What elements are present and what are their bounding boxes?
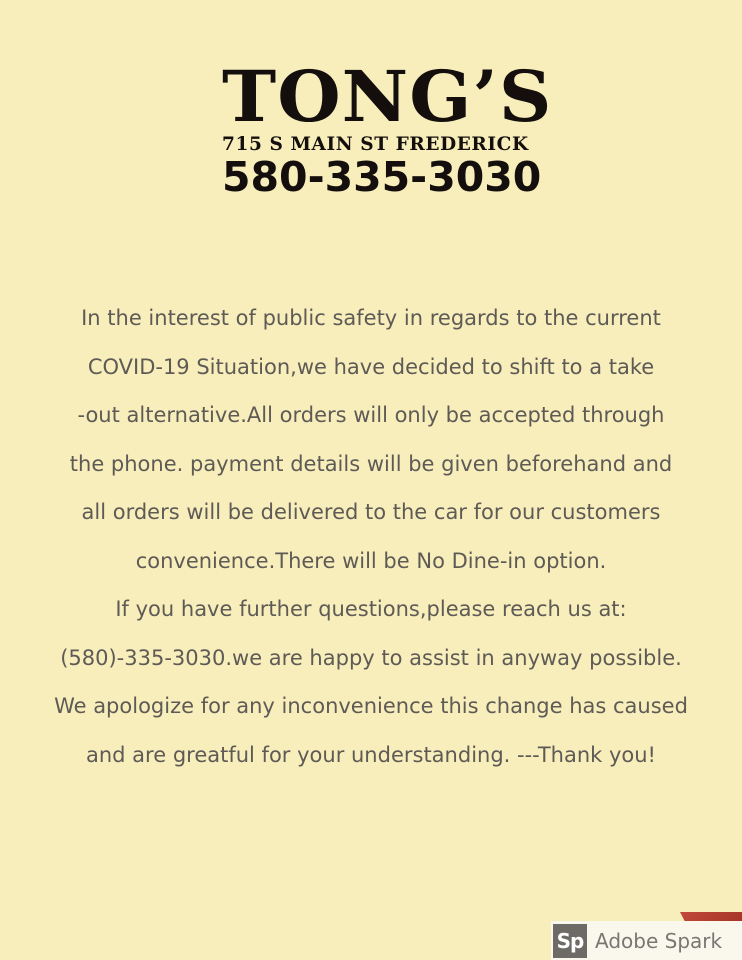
notice-line: We apologize for any inconvenience this change has caused <box>54 694 688 718</box>
restaurant-header <box>222 55 586 201</box>
restaurant-name: TONG’S <box>222 55 553 138</box>
notice-line: the phone. payment details will be given beforehand and <box>69 451 673 476</box>
covid-notice <box>0 294 742 779</box>
notice-line: (580)-335-3030.we are happy to assist in anyway possible. <box>60 645 682 670</box>
notice-line: and are greatful for your understanding. ---Thank you! <box>86 742 656 767</box>
adobe-spark-label: Adobe Spark <box>595 928 723 953</box>
adobe-spark-icon: Sp <box>553 924 587 958</box>
adobe-spark-watermark <box>551 921 742 960</box>
notice-line: COVID-19 Situation,we have decided to shift to a take <box>87 354 655 379</box>
notice-line: If you have further questions,please reach us at: <box>115 597 627 621</box>
notice-line: In the interest of public safety in regards to the current <box>81 306 661 330</box>
notice-line: convenience.There will be No Dine-in option. <box>135 548 607 573</box>
notice-line: all orders will be delivered to the car for our customers <box>81 500 661 524</box>
restaurant-phone: 580-335-3030 <box>222 153 542 201</box>
notice-line: -out alternative.All orders will only be accepted through <box>77 403 665 427</box>
restaurant-address: 715 S MAIN ST FREDERICK <box>222 134 529 155</box>
